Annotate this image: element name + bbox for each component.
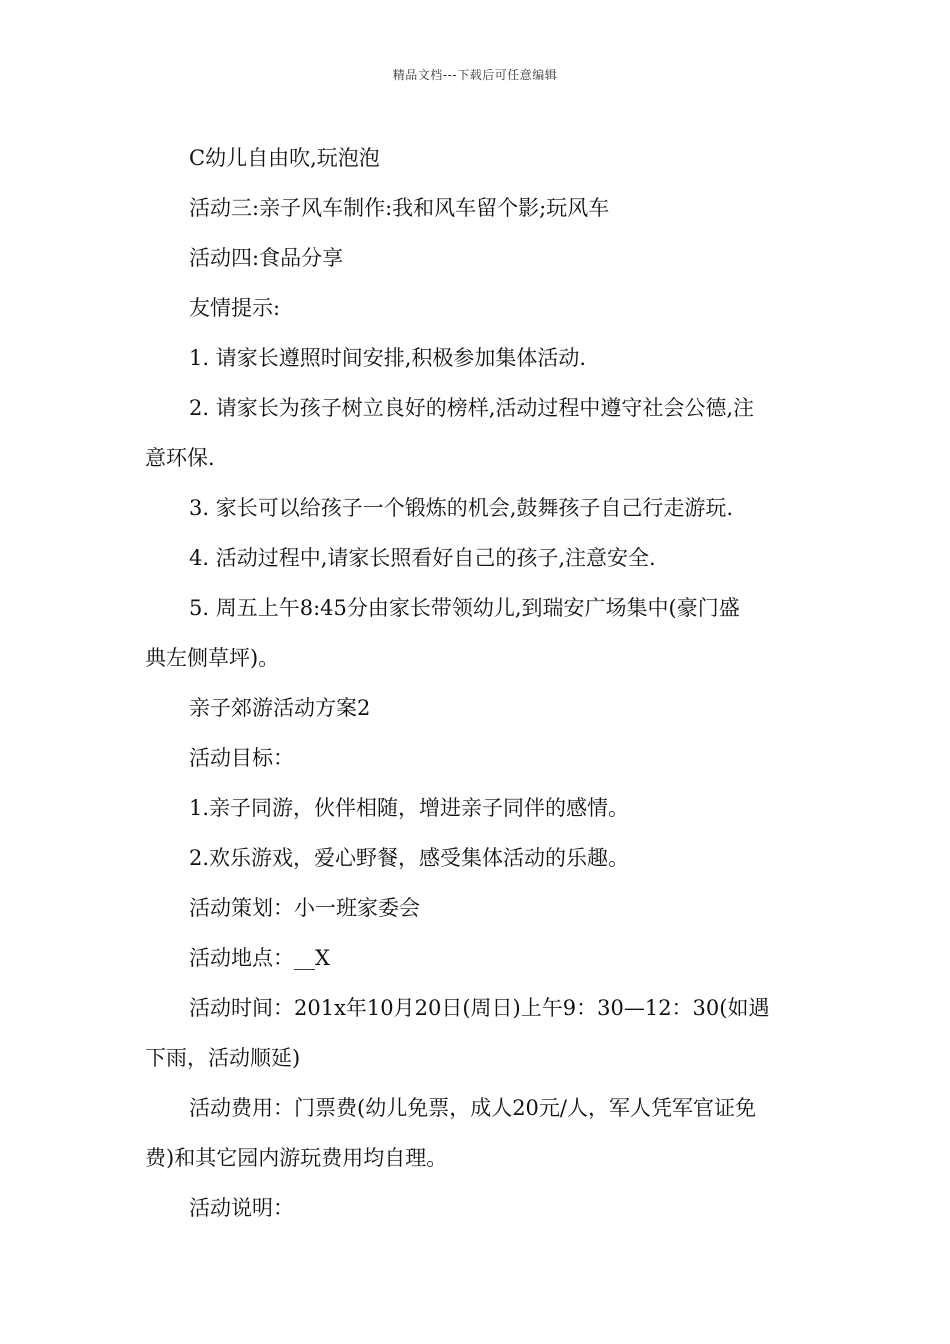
page-header: 精品文档---下载后可任意编辑: [392, 68, 558, 82]
paragraph-line: 活动时间：201x年10月20日(周日)上午9：30—12：30(如遇: [189, 996, 770, 1020]
list-item: 2. 请家长为孩子树立良好的榜样,活动过程中遵守社会公德,注: [189, 396, 755, 420]
paragraph-continuation: 费)和其它园内游玩费用均自理。: [145, 1146, 448, 1170]
paragraph-line: 活动说明：: [189, 1196, 294, 1220]
list-item: 3. 家长可以给孩子一个锻炼的机会,鼓舞孩子自己行走游玩.: [189, 496, 734, 520]
list-item: 1.亲子同游，伙伴相随，增进亲子同伴的感情。: [189, 796, 630, 820]
list-item: 1. 请家长遵照时间安排,积极参加集体活动.: [189, 346, 587, 370]
paragraph-line: 活动目标：: [189, 746, 294, 770]
list-item: 5. 周五上午8:45分由家长带领幼儿,到瑞安广场集中(豪门盛: [189, 596, 740, 620]
paragraph-line: 活动三:亲子风车制作:我和风车留个影;玩风车: [189, 196, 610, 220]
list-item-continuation: 典左侧草坪)。: [145, 646, 280, 670]
document-body: [145, 133, 811, 1233]
paragraph-line: 活动地点：__X: [189, 946, 330, 970]
paragraph-line: 活动策划：小一班家委会: [189, 896, 420, 920]
section-title: 亲子郊游活动方案2: [189, 696, 371, 720]
paragraph-line: C幼儿自由吹,玩泡泡: [189, 146, 380, 170]
paragraph-line: 活动四:食品分享: [189, 246, 344, 270]
paragraph-line: 友情提示:: [189, 296, 281, 320]
paragraph-continuation: 下雨，活动顺延): [145, 1046, 301, 1070]
list-item: 2.欢乐游戏，爱心野餐，感受集体活动的乐趣。: [189, 846, 630, 870]
paragraph-line: 活动费用：门票费(幼儿免票，成人20元/人，军人凭军官证免: [189, 1096, 756, 1120]
list-item: 4. 活动过程中,请家长照看好自己的孩子,注意安全.: [189, 546, 656, 570]
list-item-continuation: 意环保.: [145, 446, 215, 470]
